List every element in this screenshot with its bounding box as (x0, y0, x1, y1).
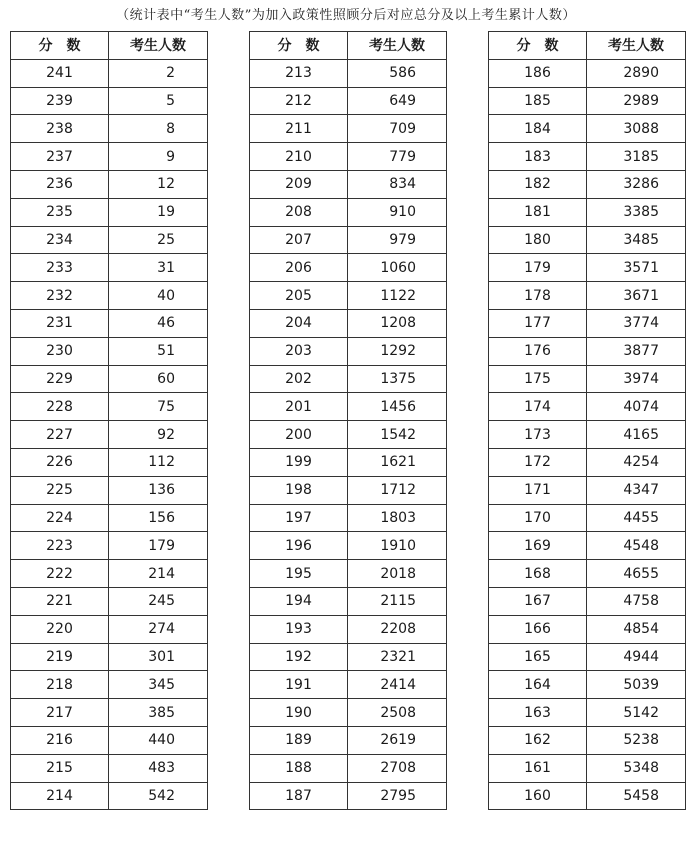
score-cell: 167 (489, 587, 587, 615)
table-row (489, 615, 686, 643)
score-cell: 169 (489, 532, 587, 560)
score-cell: 216 (11, 726, 109, 754)
table-row (11, 587, 208, 615)
score-cell: 188 (250, 754, 348, 782)
score-cell: 176 (489, 337, 587, 365)
table-row (250, 282, 447, 310)
score-cell: 207 (250, 226, 348, 254)
count-cell: 4758 (587, 587, 686, 615)
score-cell: 221 (11, 587, 109, 615)
score-cell: 211 (250, 115, 348, 143)
table-caption: （统计表中“考生人数”为加入政策性照顾分后对应总分及以上考生累计人数） (116, 8, 576, 23)
score-cell: 233 (11, 254, 109, 282)
score-cell: 166 (489, 615, 587, 643)
table-row (11, 421, 208, 449)
table-row (489, 587, 686, 615)
table-row (489, 337, 686, 365)
table-row (489, 365, 686, 393)
score-cell: 165 (489, 643, 587, 671)
count-cell: 2989 (587, 87, 686, 115)
count-cell: 483 (109, 754, 208, 782)
table-row (11, 726, 208, 754)
score-cell: 162 (489, 726, 587, 754)
table-row (250, 59, 447, 87)
table-row (11, 226, 208, 254)
count-cell: 3974 (587, 365, 686, 393)
count-cell: 2890 (587, 59, 686, 87)
count-cell: 112 (109, 448, 208, 476)
score-cell: 172 (489, 448, 587, 476)
score-table-3 (488, 31, 686, 810)
count-cell: 385 (109, 699, 208, 727)
count-cell: 2321 (348, 643, 447, 671)
score-cell: 187 (250, 782, 348, 810)
count-cell: 75 (109, 393, 208, 421)
count-cell: 214 (109, 560, 208, 588)
count-cell: 9 (109, 143, 208, 171)
score-cell: 206 (250, 254, 348, 282)
table-row (250, 448, 447, 476)
score-cell: 163 (489, 699, 587, 727)
count-cell: 834 (348, 170, 447, 198)
count-cell: 5458 (587, 782, 686, 810)
table-row (489, 143, 686, 171)
score-cell: 226 (11, 448, 109, 476)
table-row (11, 532, 208, 560)
table-row (250, 754, 447, 782)
table-row (489, 532, 686, 560)
score-column-header: 分 数 (250, 32, 348, 60)
count-cell: 1803 (348, 504, 447, 532)
table-row (11, 782, 208, 810)
count-cell: 2414 (348, 671, 447, 699)
score-cell: 227 (11, 421, 109, 449)
table-row (11, 198, 208, 226)
count-cell: 3571 (587, 254, 686, 282)
score-cell: 205 (250, 282, 348, 310)
count-column-header: 考生人数 (587, 32, 686, 60)
score-cell: 230 (11, 337, 109, 365)
table-row (489, 448, 686, 476)
score-cell: 200 (250, 421, 348, 449)
table-row (250, 560, 447, 588)
count-cell: 3671 (587, 282, 686, 310)
count-cell: 3286 (587, 170, 686, 198)
table-row (250, 587, 447, 615)
score-cell: 203 (250, 337, 348, 365)
count-cell: 1621 (348, 448, 447, 476)
score-cell: 232 (11, 282, 109, 310)
table-row (11, 170, 208, 198)
score-cell: 181 (489, 198, 587, 226)
count-cell: 1292 (348, 337, 447, 365)
score-cell: 178 (489, 282, 587, 310)
score-cell: 197 (250, 504, 348, 532)
score-cell: 170 (489, 504, 587, 532)
table-row (250, 726, 447, 754)
count-column-header: 考生人数 (109, 32, 208, 60)
count-cell: 2 (109, 59, 208, 87)
score-cell: 199 (250, 448, 348, 476)
score-cell: 228 (11, 393, 109, 421)
score-cell: 193 (250, 615, 348, 643)
score-cell: 236 (11, 170, 109, 198)
count-cell: 2795 (348, 782, 447, 810)
table-row (489, 699, 686, 727)
table-row (250, 170, 447, 198)
table-row (11, 615, 208, 643)
table-row (250, 699, 447, 727)
table-row (489, 421, 686, 449)
count-cell: 179 (109, 532, 208, 560)
table-row (489, 309, 686, 337)
score-cell: 171 (489, 476, 587, 504)
score-cell: 215 (11, 754, 109, 782)
table-row (250, 782, 447, 810)
score-cell: 224 (11, 504, 109, 532)
table-row (11, 643, 208, 671)
count-cell: 5348 (587, 754, 686, 782)
score-cell: 183 (489, 143, 587, 171)
table-row (250, 143, 447, 171)
count-cell: 245 (109, 587, 208, 615)
count-cell: 2115 (348, 587, 447, 615)
table-row (489, 643, 686, 671)
count-cell: 910 (348, 198, 447, 226)
score-cell: 175 (489, 365, 587, 393)
count-cell: 31 (109, 254, 208, 282)
table-row (489, 393, 686, 421)
table-row (489, 87, 686, 115)
score-cell: 239 (11, 87, 109, 115)
score-column-header: 分 数 (489, 32, 587, 60)
table-row (11, 476, 208, 504)
count-cell: 3877 (587, 337, 686, 365)
table-row (250, 87, 447, 115)
score-cell: 235 (11, 198, 109, 226)
count-cell: 301 (109, 643, 208, 671)
table-row (11, 393, 208, 421)
table-row (250, 115, 447, 143)
table-row (11, 87, 208, 115)
score-cell: 210 (250, 143, 348, 171)
count-cell: 2508 (348, 699, 447, 727)
score-cell: 225 (11, 476, 109, 504)
table-row (250, 393, 447, 421)
score-cell: 241 (11, 59, 109, 87)
count-cell: 4655 (587, 560, 686, 588)
count-cell: 1910 (348, 532, 447, 560)
table-row (11, 504, 208, 532)
count-cell: 3485 (587, 226, 686, 254)
score-cell: 190 (250, 699, 348, 727)
score-cell: 218 (11, 671, 109, 699)
count-cell: 586 (348, 59, 447, 87)
count-cell: 4548 (587, 532, 686, 560)
score-cell: 164 (489, 671, 587, 699)
table-row (11, 754, 208, 782)
table-row (250, 671, 447, 699)
score-cell: 202 (250, 365, 348, 393)
count-cell: 3088 (587, 115, 686, 143)
count-cell: 25 (109, 226, 208, 254)
count-cell: 4347 (587, 476, 686, 504)
count-cell: 779 (348, 143, 447, 171)
score-cell: 222 (11, 560, 109, 588)
score-cell: 161 (489, 754, 587, 782)
score-cell: 214 (11, 782, 109, 810)
table-row (250, 476, 447, 504)
score-cell: 194 (250, 587, 348, 615)
score-cell: 189 (250, 726, 348, 754)
table-row (489, 782, 686, 810)
table-row (250, 504, 447, 532)
count-cell: 5 (109, 87, 208, 115)
count-cell: 709 (348, 115, 447, 143)
count-cell: 1712 (348, 476, 447, 504)
count-cell: 649 (348, 87, 447, 115)
count-cell: 5142 (587, 699, 686, 727)
table-row (489, 560, 686, 588)
table-row (11, 560, 208, 588)
table-row (11, 282, 208, 310)
table-row (11, 699, 208, 727)
table-row (489, 504, 686, 532)
score-cell: 219 (11, 643, 109, 671)
count-cell: 5039 (587, 671, 686, 699)
score-table-1 (10, 31, 208, 810)
table-row (489, 59, 686, 87)
count-cell: 4944 (587, 643, 686, 671)
count-cell: 8 (109, 115, 208, 143)
score-cell: 195 (250, 560, 348, 588)
count-cell: 2208 (348, 615, 447, 643)
score-cell: 174 (489, 393, 587, 421)
table-row (489, 170, 686, 198)
score-column-header: 分 数 (11, 32, 109, 60)
count-column-header: 考生人数 (348, 32, 447, 60)
table-row (250, 226, 447, 254)
table-row (250, 615, 447, 643)
table-row (11, 337, 208, 365)
table-row (489, 226, 686, 254)
table-row (11, 309, 208, 337)
score-cell: 213 (250, 59, 348, 87)
table-row (11, 59, 208, 87)
count-cell: 60 (109, 365, 208, 393)
table-row (489, 254, 686, 282)
table-row (11, 115, 208, 143)
table-row (489, 282, 686, 310)
count-cell: 1122 (348, 282, 447, 310)
table-row (250, 337, 447, 365)
table-header-row (489, 32, 686, 60)
count-cell: 136 (109, 476, 208, 504)
table-row (489, 115, 686, 143)
table-row (250, 643, 447, 671)
count-cell: 1456 (348, 393, 447, 421)
score-cell: 180 (489, 226, 587, 254)
count-cell: 4254 (587, 448, 686, 476)
count-cell: 274 (109, 615, 208, 643)
count-cell: 2018 (348, 560, 447, 588)
table-row (11, 671, 208, 699)
count-cell: 2708 (348, 754, 447, 782)
count-cell: 4854 (587, 615, 686, 643)
table-row (489, 198, 686, 226)
score-cell: 179 (489, 254, 587, 282)
count-cell: 51 (109, 337, 208, 365)
count-cell: 4074 (587, 393, 686, 421)
score-cell: 237 (11, 143, 109, 171)
table-row (489, 671, 686, 699)
count-cell: 3185 (587, 143, 686, 171)
score-cell: 209 (250, 170, 348, 198)
count-cell: 1542 (348, 421, 447, 449)
table-row (489, 726, 686, 754)
score-cell: 220 (11, 615, 109, 643)
score-table-2 (249, 31, 447, 810)
table-row (250, 421, 447, 449)
score-cell: 231 (11, 309, 109, 337)
score-cell: 173 (489, 421, 587, 449)
score-cell: 182 (489, 170, 587, 198)
count-cell: 4165 (587, 421, 686, 449)
score-cell: 196 (250, 532, 348, 560)
table-header-row (11, 32, 208, 60)
count-cell: 1375 (348, 365, 447, 393)
table-row (11, 254, 208, 282)
score-cell: 204 (250, 309, 348, 337)
score-cell: 208 (250, 198, 348, 226)
count-cell: 92 (109, 421, 208, 449)
score-cell: 184 (489, 115, 587, 143)
table-row (11, 448, 208, 476)
table-row (250, 254, 447, 282)
count-cell: 2619 (348, 726, 447, 754)
score-cell: 192 (250, 643, 348, 671)
table-row (489, 476, 686, 504)
score-cell: 238 (11, 115, 109, 143)
table-row (250, 309, 447, 337)
score-cell: 217 (11, 699, 109, 727)
count-cell: 46 (109, 309, 208, 337)
count-cell: 3385 (587, 198, 686, 226)
count-cell: 1208 (348, 309, 447, 337)
count-cell: 156 (109, 504, 208, 532)
score-cell: 186 (489, 59, 587, 87)
count-cell: 5238 (587, 726, 686, 754)
count-cell: 440 (109, 726, 208, 754)
table-row (11, 365, 208, 393)
table-row (250, 365, 447, 393)
score-cell: 168 (489, 560, 587, 588)
count-cell: 3774 (587, 309, 686, 337)
table-header-row (250, 32, 447, 60)
count-cell: 4455 (587, 504, 686, 532)
count-cell: 12 (109, 170, 208, 198)
score-cell: 185 (489, 87, 587, 115)
table-row (489, 754, 686, 782)
score-cell: 223 (11, 532, 109, 560)
score-cell: 229 (11, 365, 109, 393)
count-cell: 1060 (348, 254, 447, 282)
score-cell: 160 (489, 782, 587, 810)
score-cell: 212 (250, 87, 348, 115)
score-cell: 201 (250, 393, 348, 421)
count-cell: 979 (348, 226, 447, 254)
table-row (250, 532, 447, 560)
table-row (11, 143, 208, 171)
score-cell: 198 (250, 476, 348, 504)
score-cell: 177 (489, 309, 587, 337)
count-cell: 40 (109, 282, 208, 310)
score-cell: 191 (250, 671, 348, 699)
table-row (250, 198, 447, 226)
count-cell: 19 (109, 198, 208, 226)
count-cell: 542 (109, 782, 208, 810)
count-cell: 345 (109, 671, 208, 699)
score-cell: 234 (11, 226, 109, 254)
